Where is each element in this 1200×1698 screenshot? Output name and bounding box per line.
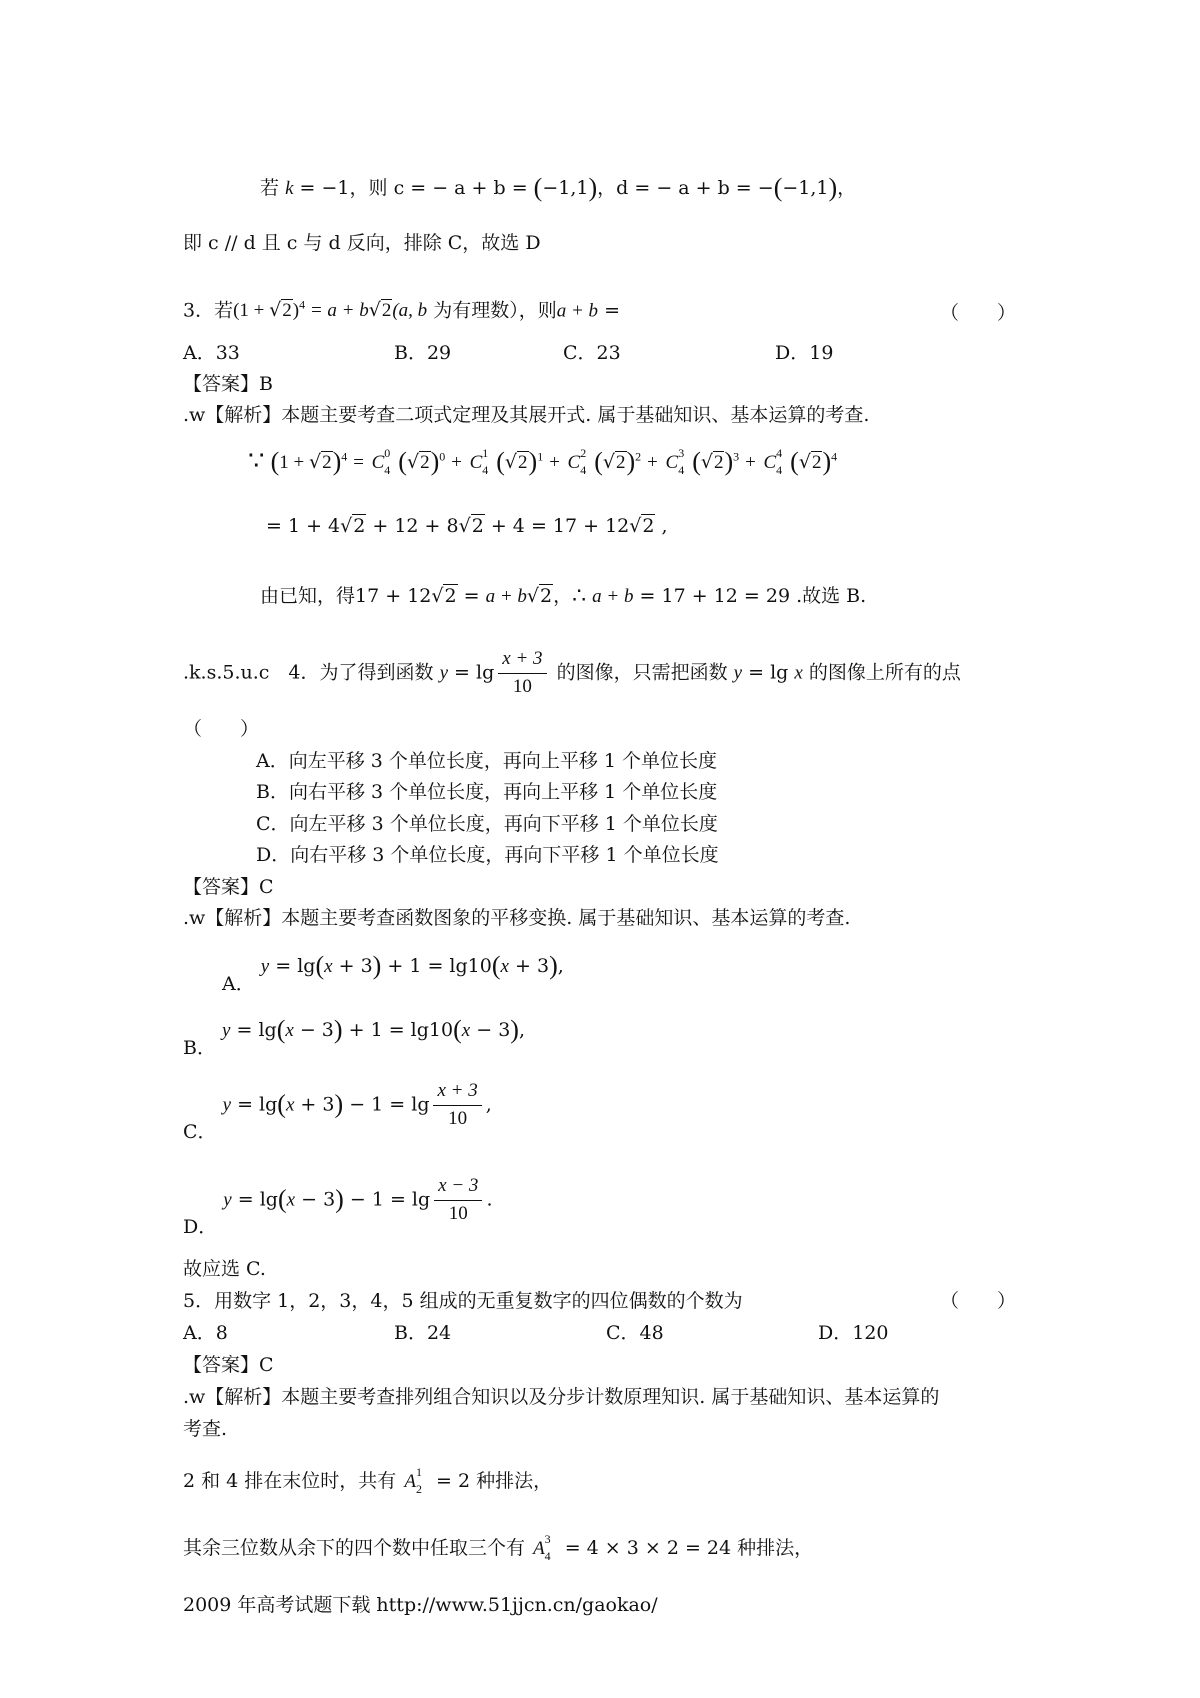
- q4-blank: （ ）: [183, 718, 260, 740]
- q3-formula: $(1 + √2)^4 = a + b√2(a$, b: [233, 298, 428, 322]
- q3-known-prefix: 由已知，得: [260, 585, 356, 607]
- q3-expansion-line-1: ∵ $(1 + √2)^4 = C$ 0 4 $(√2)^0 + C$ 1 4 $(√2)^1 + C$ 2 4 $(√2)^2 + C$ 3 4 $(√2)^3 + C$ 4 4 $(√2)^4$: [248, 446, 838, 478]
- q3-known-line: 由已知，得17 + 12√2 = a + b√2，∴ a + b = 17 + 12 = 29 .故选 B.: [260, 584, 867, 609]
- q4-stem-suffix: 的图像上所有的点: [808, 661, 961, 684]
- q3-analysis: .w【解析】本题主要考查二项式定理及其展开式. 属于基础知识、基本运算的考查.: [183, 404, 870, 426]
- q5-analysis-1: .w【解析】本题主要考查排列组合知识以及分步计数原理知识. 属于基础知识、基本运算的: [183, 1386, 940, 1408]
- q4-conclusion: 故应选 C.: [183, 1258, 266, 1280]
- conclusion-line: 即 c // d 且 c 与 d 反向，排除 C，故选 D: [183, 232, 541, 254]
- q4-case-a: A． y = lg(x + 3) + 1 = lg10(x + 3),: [222, 951, 564, 995]
- q4-option-a: A．向左平移 3 个单位长度，再向上平移 1 个单位长度: [256, 750, 718, 772]
- q4-case-b-label: B．: [183, 1037, 216, 1059]
- q4-case-d-label: D．: [183, 1216, 218, 1239]
- page-footer: 2009 年高考试题下载 http://www.51jjcn.cn/gaokao/: [183, 1594, 658, 1616]
- q5-blank: （ ）: [940, 1290, 1017, 1312]
- q5-stem: 5．用数字 1，2，3，4，5 组成的无重复数字的四位偶数的个数为: [183, 1290, 743, 1312]
- q5-option-a: A．8: [183, 1322, 228, 1344]
- q5-answer: 【答案】C: [183, 1354, 274, 1376]
- q5-analysis-2: 考查.: [183, 1418, 228, 1440]
- q5-step2-suffix: 种排法，: [737, 1537, 814, 1559]
- q3-stem-prefix: 3．若: [183, 299, 234, 322]
- q3-stem-mid: 为有理数），则: [433, 299, 557, 322]
- q5-step-1: 2 和 4 排在末位时，共有 A 1 2 = 2 种排法，: [183, 1465, 553, 1497]
- q5-option-d: D．120: [818, 1322, 889, 1344]
- q4-answer: 【答案】C: [183, 876, 274, 898]
- q4-case-d: D． y = lg(x − 3) − 1 = lg $\frac{x - 3}{10}$ .: [183, 1175, 493, 1239]
- q3-option-b: B．29: [394, 342, 452, 364]
- q4-option-b: B．向右平移 3 个单位长度，再向上平移 1 个单位长度: [256, 781, 718, 803]
- q5-option-c: C．48: [606, 1322, 664, 1344]
- q4-case-a-label: A．: [222, 973, 255, 995]
- q4-option-c: C．向左平移 3 个单位长度，再向下平移 1 个单位长度: [256, 813, 718, 835]
- q3-expansion-line-2: = 1 + 4√2 + 12 + 8√2 + 4 = 17 + 12√2 ,: [266, 515, 668, 537]
- q3-option-d: D．19: [775, 342, 834, 364]
- q4-stem-prefix: .k.s.5.u.c 4．为了得到函数: [183, 661, 434, 684]
- case-k-line: 若 k = −1，则 c = − a + b = (−1,1)，d = − a + b = −(−1,1)，: [260, 173, 857, 202]
- q3-option-c: C．23: [563, 342, 621, 364]
- q5-step-2: 其余三位数从余下的四个数中任取三个有 A 3 4 = 4 × 3 × 2 = 24 种排法，: [183, 1532, 814, 1564]
- q3-stem: 3．若$(1 + √2)^4 = a + b√2(a$, b 为有理数），则a + b =: [183, 298, 621, 322]
- formula-k: k: [285, 178, 294, 199]
- q4-stem: .k.s.5.u.c 4．为了得到函数 y = lg $\frac{x + 3}{10}$ 的图像，只需把函数 y = lg x 的图像上所有的点: [183, 648, 961, 697]
- case-k-prefix: 若: [260, 177, 280, 199]
- case-k-mid: ，则: [349, 177, 388, 199]
- q4-option-d: D．向右平移 3 个单位长度，再向下平移 1 个单位长度: [256, 844, 719, 866]
- q5-step1-suffix: 种排法，: [476, 1470, 553, 1492]
- q3-blank: （ ）: [940, 302, 1017, 324]
- q5-step2-prefix: 其余三位数从余下的四个数中任取三个有: [183, 1537, 526, 1559]
- q5-option-b: B．24: [394, 1322, 452, 1344]
- q4-case-c-label: C．: [183, 1121, 217, 1144]
- q4-case-b: B． y = lg(x − 3) + 1 = lg10(x − 3),: [183, 1015, 526, 1059]
- q5-step1-prefix: 2 和 4 排在末位时，共有: [183, 1470, 397, 1492]
- q4-case-c: C． y = lg(x + 3) − 1 = lg $\frac{x + 3}{10}$ ,: [183, 1080, 492, 1144]
- q4-analysis: .w【解析】本题主要考查函数图象的平移变换. 属于基础知识、基本运算的考查.: [183, 907, 851, 929]
- q3-option-a: A．33: [183, 342, 240, 364]
- q3-known-suffix: .故选 B.: [796, 585, 867, 607]
- q3-answer: 【答案】B: [183, 373, 273, 395]
- q4-stem-mid: 的图像，只需把函数: [556, 661, 728, 684]
